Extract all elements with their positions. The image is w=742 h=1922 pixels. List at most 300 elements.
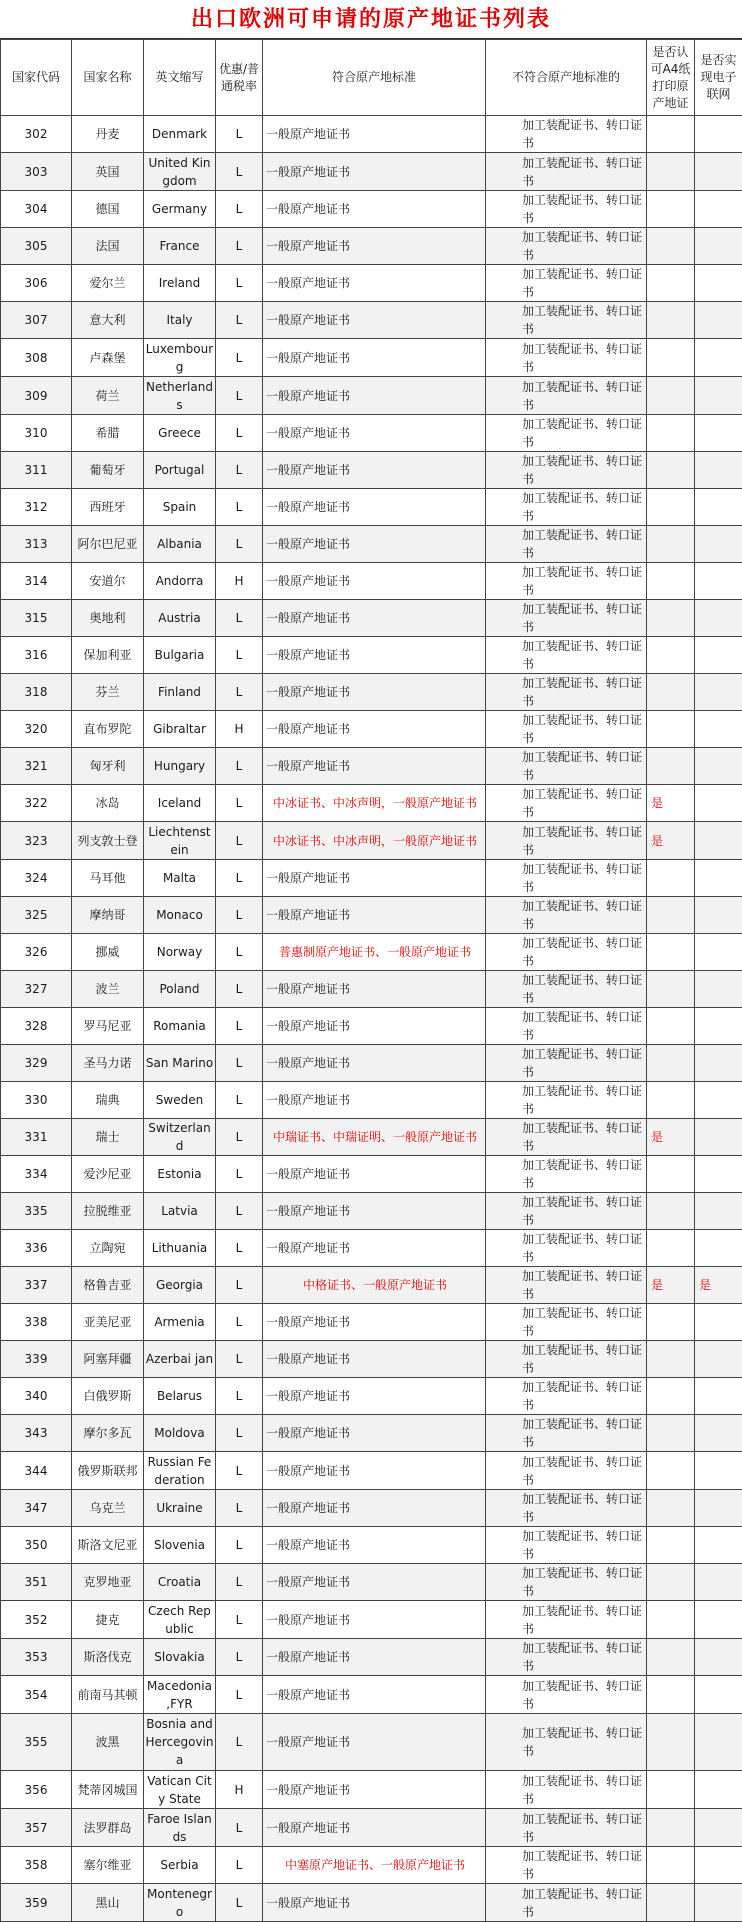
country-code-cell: 310: [1, 415, 72, 452]
table-row: [1, 526, 742, 563]
e-network-cell: [695, 116, 742, 153]
a4-print-cell: [647, 711, 695, 748]
tax-rate-cell: L: [216, 377, 263, 415]
country-code-cell: 329: [1, 1045, 72, 1082]
english-abbr-cell: Malta: [144, 860, 216, 897]
tax-rate-cell: L: [216, 265, 263, 302]
tax-rate-cell: L: [216, 674, 263, 711]
english-abbr-cell: Ireland: [144, 265, 216, 302]
tax-rate-cell: L: [216, 971, 263, 1008]
tax-rate-cell: L: [216, 1230, 263, 1267]
english-abbr-cell: Spain: [144, 489, 216, 526]
tax-rate-cell: L: [216, 1082, 263, 1119]
country-code-cell: 330: [1, 1082, 72, 1119]
a4-print-cell: [647, 563, 695, 600]
english-abbr-cell: Italy: [144, 302, 216, 339]
tax-rate-cell: L: [216, 1156, 263, 1193]
origin-standard-cell: 一般原产地证书: [263, 1230, 486, 1267]
country-name-cell: 波黑: [72, 1714, 144, 1771]
tax-rate-cell: L: [216, 860, 263, 897]
country-code-cell: 350: [1, 1527, 72, 1564]
tax-rate-cell: L: [216, 1008, 263, 1045]
english-abbr-cell: Andorra: [144, 563, 216, 600]
a4-print-cell: [647, 116, 695, 153]
origin-standard-cell: 一般原产地证书: [263, 1601, 486, 1639]
english-abbr-cell: Finland: [144, 674, 216, 711]
a4-print-cell: [647, 526, 695, 563]
english-abbr-cell: Croatia: [144, 1564, 216, 1601]
tax-rate-cell: L: [216, 191, 263, 228]
country-code-cell: 355: [1, 1714, 72, 1771]
tax-rate-cell: L: [216, 1601, 263, 1639]
origin-standard-cell: 一般原产地证书: [263, 1714, 486, 1771]
country-name-cell: 瑞士: [72, 1119, 144, 1156]
country-code-cell: 347: [1, 1490, 72, 1527]
origin-standard-cell: 一般原产地证书: [263, 1193, 486, 1230]
tax-rate-cell: L: [216, 1676, 263, 1714]
non-origin-standard-cell: 加工装配证书、转口证书: [486, 860, 647, 897]
tax-rate-cell: L: [216, 489, 263, 526]
non-origin-standard-cell: 加工装配证书、转口证书: [486, 415, 647, 452]
country-name-cell: 马耳他: [72, 860, 144, 897]
e-network-cell: [695, 1771, 742, 1809]
tax-rate-cell: L: [216, 637, 263, 674]
table-row: [1, 897, 742, 934]
e-network-cell: [695, 822, 742, 860]
origin-standard-cell: 一般原产地证书: [263, 563, 486, 600]
non-origin-standard-cell: 加工装配证书、转口证书: [486, 1082, 647, 1119]
table-row: [1, 1119, 742, 1156]
country-code-cell: 304: [1, 191, 72, 228]
country-name-cell: 罗马尼亚: [72, 1008, 144, 1045]
tax-rate-cell: L: [216, 785, 263, 822]
table-row: [1, 1714, 742, 1771]
english-abbr-cell: Georgia: [144, 1267, 216, 1304]
e-network-cell: [695, 600, 742, 637]
e-network-cell: [695, 228, 742, 265]
english-abbr-cell: Czech Republic: [144, 1601, 216, 1639]
e-network-cell: [695, 1304, 742, 1341]
country-name-cell: 挪威: [72, 934, 144, 971]
tax-rate-cell: L: [216, 339, 263, 377]
english-abbr-cell: Ukraine: [144, 1490, 216, 1527]
a4-print-cell: 是: [647, 1119, 695, 1156]
e-network-cell: [695, 1490, 742, 1527]
country-name-cell: 塞尔维亚: [72, 1847, 144, 1884]
non-origin-standard-cell: 加工装配证书、转口证书: [486, 1156, 647, 1193]
tax-rate-cell: L: [216, 1564, 263, 1601]
english-abbr-cell: France: [144, 228, 216, 265]
origin-standard-cell: 一般原产地证书: [263, 1527, 486, 1564]
english-abbr-cell: Romania: [144, 1008, 216, 1045]
country-name-cell: 梵蒂冈城国: [72, 1771, 144, 1809]
country-code-cell: 334: [1, 1156, 72, 1193]
a4-print-cell: [647, 377, 695, 415]
a4-print-cell: [647, 1341, 695, 1378]
a4-print-cell: [647, 1676, 695, 1714]
e-network-cell: [695, 1230, 742, 1267]
english-abbr-cell: Latvia: [144, 1193, 216, 1230]
a4-print-cell: [647, 1884, 695, 1922]
non-origin-standard-cell: 加工装配证书、转口证书: [486, 711, 647, 748]
e-network-cell: [695, 1809, 742, 1847]
country-code-cell: 354: [1, 1676, 72, 1714]
table-row: [1, 415, 742, 452]
tax-rate-cell: L: [216, 1193, 263, 1230]
header-country-code: 国家代码: [1, 40, 72, 116]
a4-print-cell: [647, 415, 695, 452]
a4-print-cell: [647, 1230, 695, 1267]
table-row: [1, 674, 742, 711]
table-row: [1, 1378, 742, 1415]
table-row: [1, 1564, 742, 1601]
a4-print-cell: [647, 637, 695, 674]
table-row: [1, 860, 742, 897]
country-code-cell: 357: [1, 1809, 72, 1847]
a4-print-cell: [647, 1490, 695, 1527]
table-row: [1, 1304, 742, 1341]
english-abbr-cell: Greece: [144, 415, 216, 452]
non-origin-standard-cell: 加工装配证书、转口证书: [486, 377, 647, 415]
english-abbr-cell: Iceland: [144, 785, 216, 822]
country-code-cell: 323: [1, 822, 72, 860]
tax-rate-cell: L: [216, 934, 263, 971]
origin-standard-cell: 一般原产地证书: [263, 1415, 486, 1452]
a4-print-cell: [647, 1809, 695, 1847]
country-name-cell: 安道尔: [72, 563, 144, 600]
non-origin-standard-cell: 加工装配证书、转口证书: [486, 489, 647, 526]
non-origin-standard-cell: 加工装配证书、转口证书: [486, 1452, 647, 1490]
a4-print-cell: [647, 1639, 695, 1676]
tax-rate-cell: L: [216, 228, 263, 265]
a4-print-cell: [647, 1847, 695, 1884]
non-origin-standard-cell: 加工装配证书、转口证书: [486, 897, 647, 934]
non-origin-standard-cell: 加工装配证书、转口证书: [486, 1045, 647, 1082]
origin-standard-cell: 一般原产地证书: [263, 1639, 486, 1676]
english-abbr-cell: Bosnia and Hercegovina: [144, 1714, 216, 1771]
country-name-cell: 奥地利: [72, 600, 144, 637]
a4-print-cell: [647, 1045, 695, 1082]
a4-print-cell: [647, 1714, 695, 1771]
country-name-cell: 黑山: [72, 1884, 144, 1922]
a4-print-cell: [647, 934, 695, 971]
a4-print-cell: [647, 339, 695, 377]
english-abbr-cell: Norway: [144, 934, 216, 971]
origin-standard-cell: 一般原产地证书: [263, 1341, 486, 1378]
header-country-name: 国家名称: [72, 40, 144, 116]
table-row: [1, 1267, 742, 1304]
english-abbr-cell: Lithuania: [144, 1230, 216, 1267]
table-row: [1, 1193, 742, 1230]
english-abbr-cell: Poland: [144, 971, 216, 1008]
tax-rate-cell: L: [216, 1452, 263, 1490]
origin-standard-cell: 一般原产地证书: [263, 191, 486, 228]
e-network-cell: 是: [695, 1267, 742, 1304]
non-origin-standard-cell: 加工装配证书、转口证书: [486, 1378, 647, 1415]
table-row: [1, 377, 742, 415]
tax-rate-cell: L: [216, 1809, 263, 1847]
e-network-cell: [695, 265, 742, 302]
page-title: 出口欧洲可申请的原产地证书列表: [0, 0, 742, 39]
tax-rate-cell: L: [216, 1527, 263, 1564]
country-code-cell: 353: [1, 1639, 72, 1676]
country-code-cell: 326: [1, 934, 72, 971]
origin-standard-cell: 一般原产地证书: [263, 302, 486, 339]
a4-print-cell: [647, 1601, 695, 1639]
origin-standard-cell: 一般原产地证书: [263, 860, 486, 897]
non-origin-standard-cell: 加工装配证书、转口证书: [486, 1230, 647, 1267]
country-name-cell: 丹麦: [72, 116, 144, 153]
origin-standard-cell: 一般原产地证书: [263, 711, 486, 748]
non-origin-standard-cell: 加工装配证书、转口证书: [486, 1884, 647, 1922]
english-abbr-cell: Gibraltar: [144, 711, 216, 748]
tax-rate-cell: L: [216, 1714, 263, 1771]
english-abbr-cell: Montenegro: [144, 1884, 216, 1922]
country-name-cell: 摩尔多瓦: [72, 1415, 144, 1452]
country-name-cell: 斯洛伐克: [72, 1639, 144, 1676]
non-origin-standard-cell: 加工装配证书、转口证书: [486, 1564, 647, 1601]
header-e-network: 是否实现电子联网: [695, 40, 742, 116]
table-row: [1, 1156, 742, 1193]
non-origin-standard-cell: 加工装配证书、转口证书: [486, 785, 647, 822]
country-name-cell: 捷克: [72, 1601, 144, 1639]
origin-standard-cell: 一般原产地证书: [263, 1082, 486, 1119]
a4-print-cell: [647, 897, 695, 934]
e-network-cell: [695, 526, 742, 563]
origin-standard-cell: 一般原产地证书: [263, 339, 486, 377]
country-name-cell: 波兰: [72, 971, 144, 1008]
origin-standard-cell: 一般原产地证书: [263, 1378, 486, 1415]
a4-print-cell: [647, 1082, 695, 1119]
e-network-cell: [695, 1601, 742, 1639]
english-abbr-cell: United Kingdom: [144, 153, 216, 191]
table-row: [1, 1639, 742, 1676]
english-abbr-cell: Russian Federation: [144, 1452, 216, 1490]
a4-print-cell: [647, 265, 695, 302]
tax-rate-cell: L: [216, 1884, 263, 1922]
country-name-cell: 圣马力诺: [72, 1045, 144, 1082]
country-name-cell: 英国: [72, 153, 144, 191]
country-name-cell: 格鲁吉亚: [72, 1267, 144, 1304]
origin-standard-cell: 一般原产地证书: [263, 228, 486, 265]
country-code-cell: 344: [1, 1452, 72, 1490]
e-network-cell: [695, 1884, 742, 1922]
country-name-cell: 俄罗斯联邦: [72, 1452, 144, 1490]
non-origin-standard-cell: 加工装配证书、转口证书: [486, 1809, 647, 1847]
origin-standard-cell: 一般原产地证书: [263, 1676, 486, 1714]
english-abbr-cell: Moldova: [144, 1415, 216, 1452]
header-tax-rate: 优惠/普通税率: [216, 40, 263, 116]
e-network-cell: [695, 1847, 742, 1884]
e-network-cell: [695, 489, 742, 526]
e-network-cell: [695, 1045, 742, 1082]
a4-print-cell: [647, 1564, 695, 1601]
english-abbr-cell: Armenia: [144, 1304, 216, 1341]
a4-print-cell: [647, 489, 695, 526]
table-row: [1, 1045, 742, 1082]
table-row: [1, 1230, 742, 1267]
table-row: [1, 971, 742, 1008]
non-origin-standard-cell: 加工装配证书、转口证书: [486, 1714, 647, 1771]
country-name-cell: 西班牙: [72, 489, 144, 526]
non-origin-standard-cell: 加工装配证书、转口证书: [486, 1119, 647, 1156]
origin-standard-cell: 一般原产地证书: [263, 748, 486, 785]
origin-standard-cell: 普惠制原产地证书、一般原产地证书: [263, 934, 486, 971]
english-abbr-cell: Serbia: [144, 1847, 216, 1884]
origin-standard-cell: 一般原产地证书: [263, 971, 486, 1008]
english-abbr-cell: Bulgaria: [144, 637, 216, 674]
origin-standard-cell: 一般原产地证书: [263, 1771, 486, 1809]
non-origin-standard-cell: 加工装配证书、转口证书: [486, 748, 647, 785]
a4-print-cell: [647, 1304, 695, 1341]
non-origin-standard-cell: 加工装配证书、转口证书: [486, 637, 647, 674]
a4-print-cell: 是: [647, 822, 695, 860]
country-code-cell: 352: [1, 1601, 72, 1639]
tax-rate-cell: L: [216, 452, 263, 489]
country-code-cell: 316: [1, 637, 72, 674]
non-origin-standard-cell: 加工装配证书、转口证书: [486, 1771, 647, 1809]
table-row: [1, 452, 742, 489]
tax-rate-cell: L: [216, 1490, 263, 1527]
non-origin-standard-cell: 加工装配证书、转口证书: [486, 526, 647, 563]
origin-standard-cell: 一般原产地证书: [263, 1884, 486, 1922]
table-row: [1, 822, 742, 860]
tax-rate-cell: L: [216, 1378, 263, 1415]
country-code-cell: 359: [1, 1884, 72, 1922]
non-origin-standard-cell: 加工装配证书、转口证书: [486, 302, 647, 339]
table-row: [1, 1847, 742, 1884]
tax-rate-cell: H: [216, 711, 263, 748]
a4-print-cell: [647, 228, 695, 265]
country-name-cell: 法罗群岛: [72, 1809, 144, 1847]
a4-print-cell: [647, 302, 695, 339]
non-origin-standard-cell: 加工装配证书、转口证书: [486, 1341, 647, 1378]
country-code-cell: 331: [1, 1119, 72, 1156]
english-abbr-cell: Vatican City State: [144, 1771, 216, 1809]
country-name-cell: 希腊: [72, 415, 144, 452]
origin-standard-cell: 中格证书、一般原产地证书: [263, 1267, 486, 1304]
english-abbr-cell: Slovakia: [144, 1639, 216, 1676]
country-name-cell: 乌克兰: [72, 1490, 144, 1527]
non-origin-standard-cell: 加工装配证书、转口证书: [486, 1601, 647, 1639]
table-row: [1, 265, 742, 302]
table-row: [1, 339, 742, 377]
country-code-cell: 312: [1, 489, 72, 526]
english-abbr-cell: Albania: [144, 526, 216, 563]
country-code-cell: 340: [1, 1378, 72, 1415]
e-network-cell: [695, 339, 742, 377]
country-name-cell: 直布罗陀: [72, 711, 144, 748]
a4-print-cell: [647, 1771, 695, 1809]
non-origin-standard-cell: 加工装配证书、转口证书: [486, 191, 647, 228]
non-origin-standard-cell: 加工装配证书、转口证书: [486, 934, 647, 971]
country-name-cell: 斯洛文尼亚: [72, 1527, 144, 1564]
table-row: [1, 1676, 742, 1714]
tax-rate-cell: L: [216, 153, 263, 191]
origin-standard-cell: 一般原产地证书: [263, 1045, 486, 1082]
table-row: [1, 153, 742, 191]
country-name-cell: 法国: [72, 228, 144, 265]
origin-standard-cell: 一般原产地证书: [263, 526, 486, 563]
table-row: [1, 1601, 742, 1639]
table-row: [1, 637, 742, 674]
country-name-cell: 阿塞拜疆: [72, 1341, 144, 1378]
country-name-cell: 爱沙尼亚: [72, 1156, 144, 1193]
country-code-cell: 327: [1, 971, 72, 1008]
table-row: [1, 1452, 742, 1490]
country-name-cell: 白俄罗斯: [72, 1378, 144, 1415]
country-code-cell: 336: [1, 1230, 72, 1267]
country-code-cell: 308: [1, 339, 72, 377]
table-row: [1, 1082, 742, 1119]
non-origin-standard-cell: 加工装配证书、转口证书: [486, 339, 647, 377]
e-network-cell: [695, 934, 742, 971]
origin-standard-cell: 一般原产地证书: [263, 1490, 486, 1527]
country-code-cell: 356: [1, 1771, 72, 1809]
origin-standard-cell: 一般原产地证书: [263, 600, 486, 637]
tax-rate-cell: L: [216, 1415, 263, 1452]
table-row: [1, 1527, 742, 1564]
table-body: [1, 116, 742, 1922]
e-network-cell: [695, 1564, 742, 1601]
country-name-cell: 前南马其顿: [72, 1676, 144, 1714]
country-code-cell: 321: [1, 748, 72, 785]
a4-print-cell: [647, 748, 695, 785]
e-network-cell: [695, 1156, 742, 1193]
table-row: [1, 1008, 742, 1045]
e-network-cell: [695, 1415, 742, 1452]
english-abbr-cell: San Marino: [144, 1045, 216, 1082]
origin-standard-cell: 一般原产地证书: [263, 1809, 486, 1847]
a4-print-cell: [647, 600, 695, 637]
country-name-cell: 德国: [72, 191, 144, 228]
table-row: [1, 1809, 742, 1847]
english-abbr-cell: Faroe Islands: [144, 1809, 216, 1847]
country-code-cell: 325: [1, 897, 72, 934]
origin-standard-cell: 一般原产地证书: [263, 897, 486, 934]
origin-standard-cell: 一般原产地证书: [263, 674, 486, 711]
english-abbr-cell: Liechtenstein: [144, 822, 216, 860]
origin-standard-cell: 一般原产地证书: [263, 1452, 486, 1490]
non-origin-standard-cell: 加工装配证书、转口证书: [486, 600, 647, 637]
country-code-cell: 328: [1, 1008, 72, 1045]
a4-print-cell: [647, 1156, 695, 1193]
tax-rate-cell: L: [216, 1341, 263, 1378]
country-name-cell: 克罗地亚: [72, 1564, 144, 1601]
country-name-cell: 爱尔兰: [72, 265, 144, 302]
origin-standard-cell: 一般原产地证书: [263, 116, 486, 153]
english-abbr-cell: Denmark: [144, 116, 216, 153]
non-origin-standard-cell: 加工装配证书、转口证书: [486, 1847, 647, 1884]
non-origin-standard-cell: 加工装配证书、转口证书: [486, 1676, 647, 1714]
country-name-cell: 葡萄牙: [72, 452, 144, 489]
e-network-cell: [695, 1341, 742, 1378]
origin-standard-cell: 一般原产地证书: [263, 1008, 486, 1045]
e-network-cell: [695, 1676, 742, 1714]
country-code-cell: 338: [1, 1304, 72, 1341]
english-abbr-cell: Luxembourg: [144, 339, 216, 377]
english-abbr-cell: Hungary: [144, 748, 216, 785]
tax-rate-cell: L: [216, 748, 263, 785]
origin-standard-cell: 一般原产地证书: [263, 489, 486, 526]
country-code-cell: 311: [1, 452, 72, 489]
a4-print-cell: [647, 1008, 695, 1045]
origin-standard-cell: 中瑞证书、中瑞证明、一般原产地证书: [263, 1119, 486, 1156]
a4-print-cell: [647, 1378, 695, 1415]
origin-standard-cell: 一般原产地证书: [263, 452, 486, 489]
header-a4-print: 是否认可A4纸打印原产地证: [647, 40, 695, 116]
non-origin-standard-cell: 加工装配证书、转口证书: [486, 116, 647, 153]
